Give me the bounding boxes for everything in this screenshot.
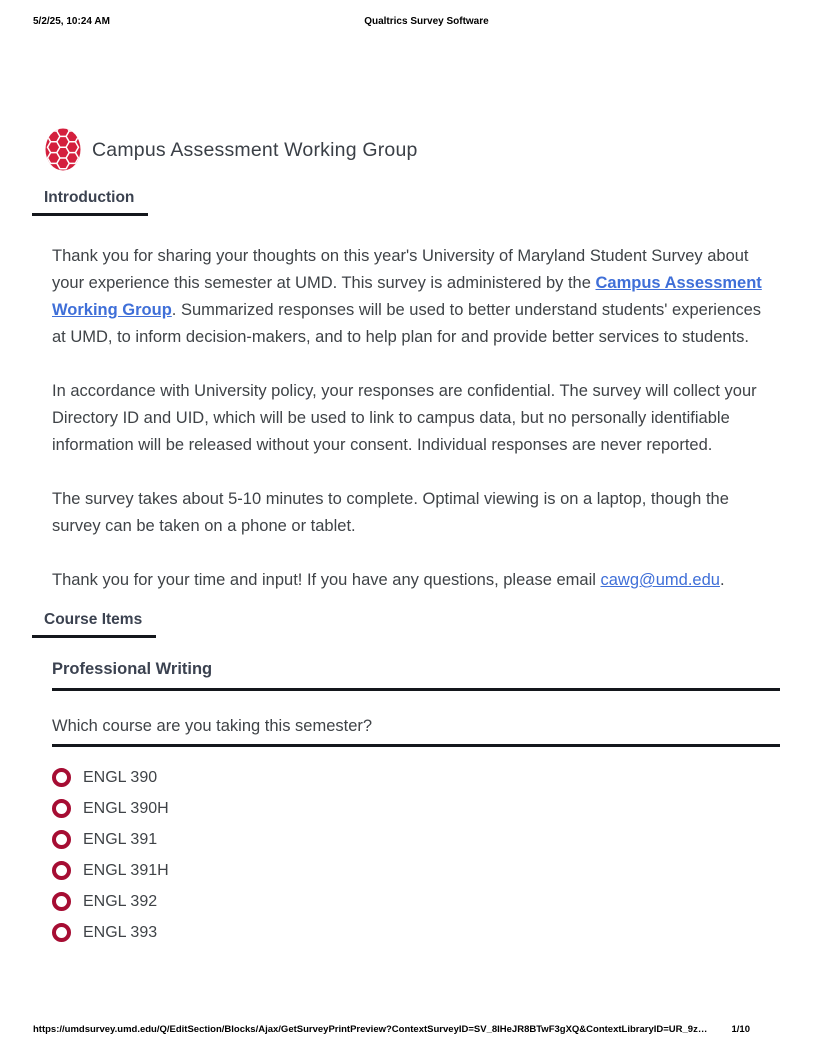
radio-icon[interactable] <box>52 892 71 911</box>
section-label-introduction: Introduction <box>32 189 148 216</box>
print-header <box>33 16 783 27</box>
choice-label: ENGL 393 <box>83 923 158 941</box>
intro-paragraph-4 <box>52 567 767 594</box>
cawg-email-link[interactable]: cawg@umd.edu <box>600 571 720 589</box>
radio-icon[interactable] <box>52 799 71 818</box>
choice-row-engl-391[interactable] <box>52 824 780 855</box>
intro-paragraph-3: The survey takes about 5-10 minutes to complete. Optimal viewing is on a laptop, though the survey can be taken on a phone or tablet. <box>52 490 729 535</box>
choice-label: ENGL 391H <box>83 861 169 879</box>
choice-list <box>52 762 780 948</box>
brand-name: Campus Assessment Working Group <box>92 138 418 161</box>
choice-row-engl-392[interactable] <box>52 886 780 917</box>
intro-paragraph-2: In accordance with University policy, your responses are confidential. The survey will collect your Directory ID and UID, which will be used to link to campus data, but no personally identifiable information will be released without your consent. Individual responses are never reported. <box>52 382 757 454</box>
intro-p4-text: Thank you for your time and input! If you have any questions, please email <box>52 571 601 589</box>
brand-header <box>44 128 780 172</box>
question-text: Which course are you taking this semester? <box>52 717 780 747</box>
block-title-professional-writing: Professional Writing <box>52 660 780 691</box>
print-datetime: 5/2/25, 10:24 AM <box>33 16 110 27</box>
choice-label: ENGL 392 <box>83 892 158 910</box>
radio-icon[interactable] <box>52 768 71 787</box>
terrapin-shell-icon <box>44 128 82 172</box>
radio-icon[interactable] <box>52 923 71 942</box>
intro-paragraph-1 <box>52 243 767 351</box>
print-page-number: 1/10 <box>731 1024 750 1035</box>
intro-p4-text-after: . <box>719 571 725 589</box>
choice-label: ENGL 390 <box>83 768 158 786</box>
intro-p1-text: Thank you for sharing your thoughts on this year's University of Maryland Student Survey about your experience this semester at UMD. This survey is administered by the <box>52 247 749 292</box>
print-footer <box>33 1024 750 1035</box>
choice-row-engl-390h[interactable] <box>52 793 780 824</box>
cawg-link[interactable]: Campus Assessment Working Group <box>52 274 762 319</box>
radio-icon[interactable] <box>52 830 71 849</box>
print-title: Qualtrics Survey Software <box>364 16 489 27</box>
choice-row-engl-390[interactable] <box>52 762 780 793</box>
choice-row-engl-393[interactable] <box>52 917 780 948</box>
choice-row-engl-391h[interactable] <box>52 855 780 886</box>
choice-label: ENGL 390H <box>83 799 169 817</box>
radio-icon[interactable] <box>52 861 71 880</box>
section-label-course-items: Course Items <box>32 611 156 638</box>
intro-p1-text-after: . Summarized responses will be used to better understand students' experiences at UMD, to inform decision-makers, and to help plan for and provide better services to students. <box>52 301 762 346</box>
choice-label: ENGL 391 <box>83 830 158 848</box>
print-footer-url: https://umdsurvey.umd.edu/Q/EditSection/Blocks/Ajax/GetSurveyPrintPreview?ContextSurveyID=SV_8IHeJR8BTwF3gXQ&ContextLibraryID=UR_9z… <box>33 1024 708 1035</box>
